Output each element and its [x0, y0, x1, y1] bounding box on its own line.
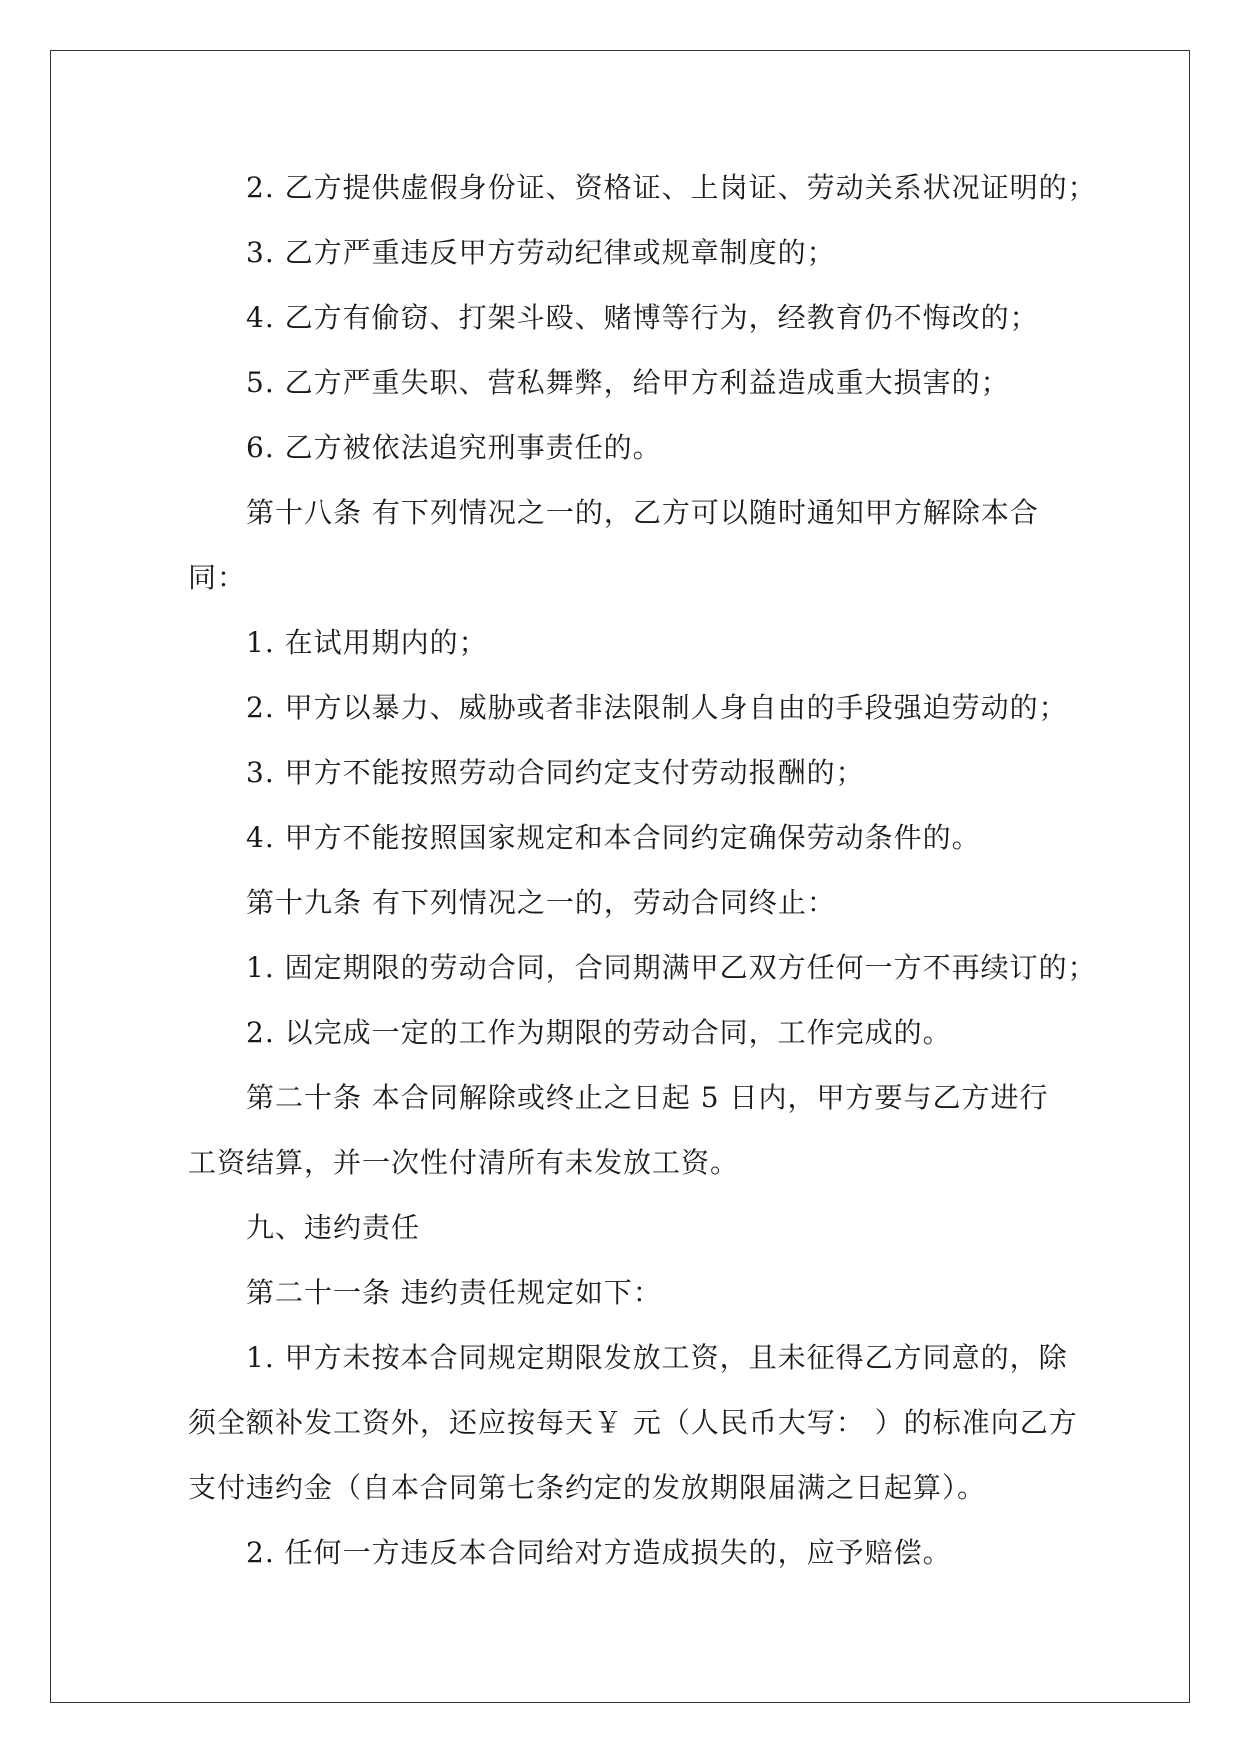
clause-line: 3. 甲方不能按照劳动合同约定支付劳动报酬的；	[246, 756, 865, 789]
article-20-heading: 第二十条 本合同解除或终止之日起 5 日内，甲方要与乙方进行	[246, 1081, 1049, 1114]
clause-line: 6. 乙方被依法追究刑事责任的。	[246, 431, 662, 464]
article-21-heading: 第二十一条 违约责任规定如下：	[246, 1276, 662, 1309]
clause-continuation: 须全额补发工资外，还应按每天￥ 元（人民币大写： ）的标准向乙方	[188, 1406, 1078, 1439]
clause-line: 4. 乙方有偷窃、打架斗殴、赌博等行为，经教育仍不悔改的；	[246, 301, 1039, 334]
clause-line: 3. 乙方严重违反甲方劳动纪律或规章制度的；	[246, 236, 836, 269]
clause-line: 5. 乙方严重失职、营私舞弊，给甲方利益造成重大损害的；	[246, 366, 1010, 399]
article-20-continuation: 工资结算，并一次性付清所有未发放工资。	[188, 1146, 740, 1179]
clause-line: 1. 在试用期内的；	[246, 626, 488, 659]
document-body	[188, 155, 1097, 1585]
clause-line: 4. 甲方不能按照国家规定和本合同约定确保劳动条件的。	[246, 821, 981, 854]
article-19-heading: 第十九条 有下列情况之一的，劳动合同终止：	[246, 886, 836, 919]
clause-line: 1. 甲方未按本合同规定期限发放工资，且未征得乙方同意的，除	[246, 1341, 1068, 1374]
clause-line: 2. 乙方提供虚假身份证、资格证、上岗证、劳动关系状况证明的；	[246, 171, 1097, 204]
article-18-continuation: 同：	[188, 561, 247, 594]
article-18-heading: 第十八条 有下列情况之一的，乙方可以随时通知甲方解除本合	[246, 496, 1039, 529]
clause-line: 2. 任何一方违反本合同给对方造成损失的，应予赔偿。	[246, 1536, 952, 1569]
clause-line: 2. 以完成一定的工作为期限的劳动合同，工作完成的。	[246, 1016, 952, 1049]
clause-line: 2. 甲方以暴力、威胁或者非法限制人身自由的手段强迫劳动的；	[246, 691, 1068, 724]
clause-continuation: 支付违约金（自本合同第七条约定的发放期限届满之日起算）。	[188, 1471, 987, 1504]
section-heading: 九、违约责任	[246, 1211, 421, 1244]
clause-line: 1. 固定期限的劳动合同，合同期满甲乙双方任何一方不再续订的；	[246, 951, 1097, 984]
